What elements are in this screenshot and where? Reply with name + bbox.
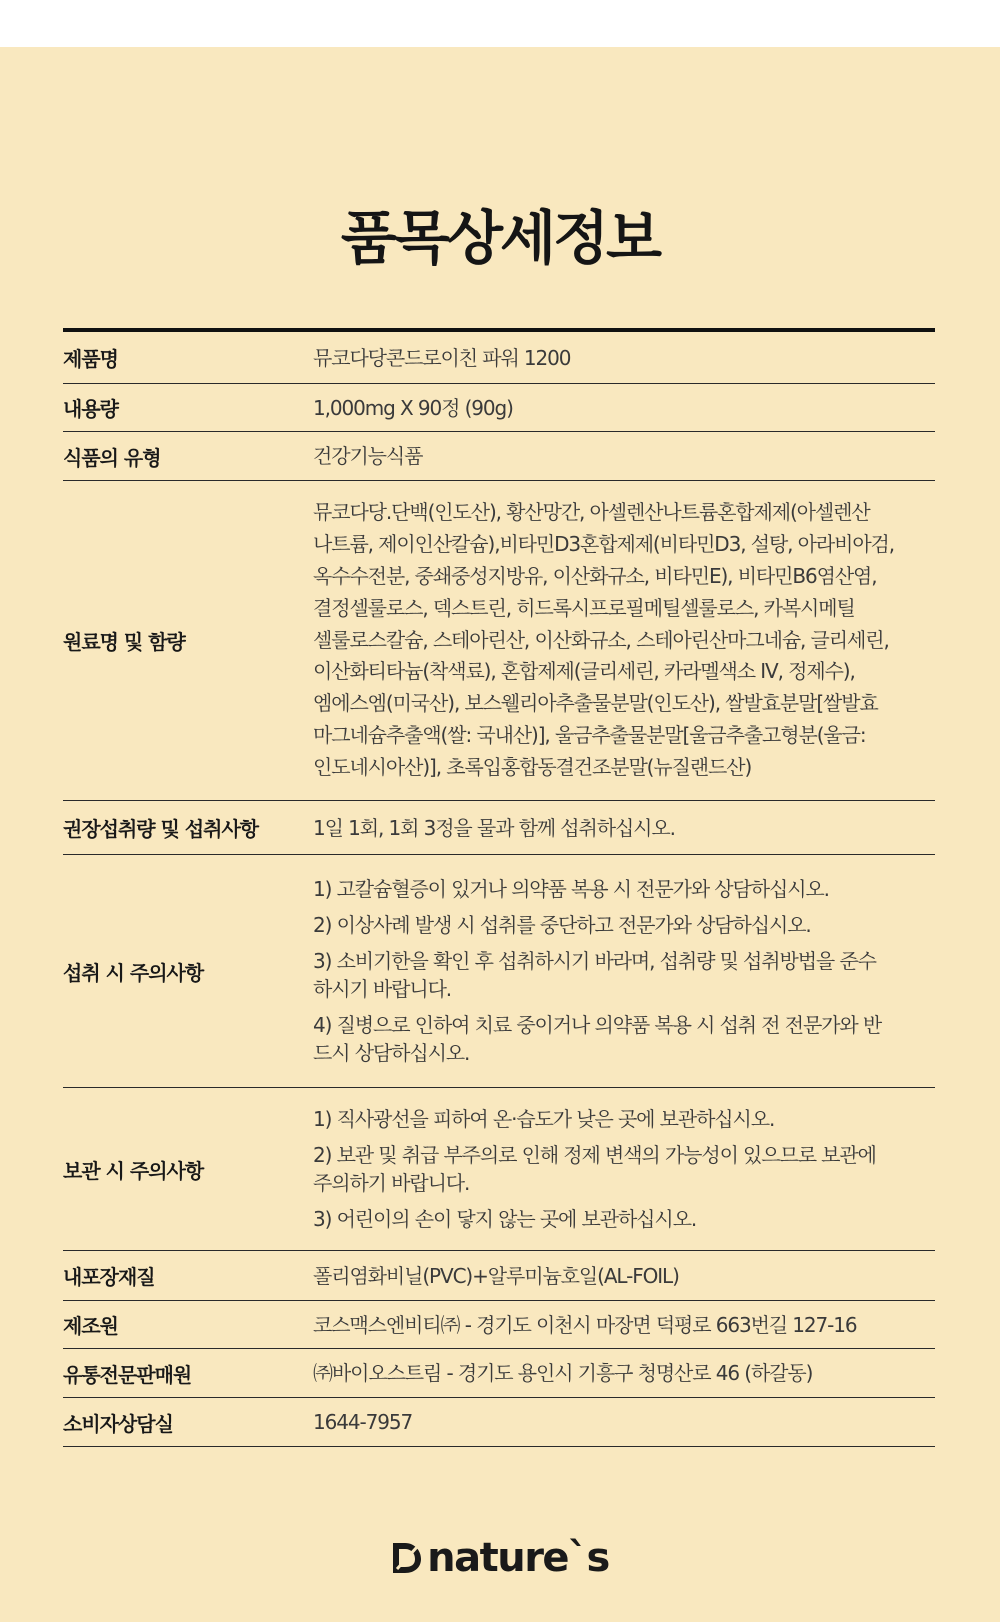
row-ingredients	[63, 481, 935, 801]
row-value: 뮤코다당콘드로이친 파워 1200	[313, 345, 571, 370]
page-title: 품목상세정보	[340, 204, 660, 272]
row-value: 1일 1회, 1회 3정을 물과 함께 섭취하십시오.	[313, 815, 675, 840]
row-storage-cautions	[63, 1088, 935, 1251]
row-label: 내포장재질	[63, 1265, 155, 1289]
ingredients-line: 엠에스엠(미국산), 보스웰리아추출물분말(인도산), 쌀발효분말[쌀발효	[313, 691, 878, 716]
row-value	[313, 875, 935, 1067]
row-value	[313, 1105, 935, 1233]
brand-mark-icon	[391, 1539, 423, 1577]
caution-item: 2) 이상사례 발생 시 섭취를 중단하고 전문가와 상담하십시오.	[313, 913, 811, 937]
row-label: 식품의 유형	[63, 445, 161, 470]
row-label: 제조원	[63, 1314, 118, 1338]
row-distributor	[63, 1349, 935, 1398]
row-label: 섭취 시 주의사항	[63, 960, 204, 985]
row-label: 소비자상담실	[63, 1411, 173, 1436]
top-strip	[0, 0, 1000, 47]
row-value: 코스맥스엔비티㈜ - 경기도 이천시 마장면 덕평로 663번길 127-16	[313, 1312, 857, 1337]
caution-item: 4) 질병으로 인하여 치료 중이거나 의약품 복용 시 섭취 전 전문가와 반드시 상담하십시오.	[313, 1013, 882, 1065]
product-info-table	[63, 328, 935, 1447]
row-value: 폴리염화비닐(PVC)+알루미늄호일(AL-FOIL)	[313, 1263, 679, 1288]
caution-item: 1) 고칼슘혈증이 있거나 의약품 복용 시 전문가와 상담하십시오.	[313, 877, 829, 901]
ingredients-line: 마그네슘추출액(쌀: 국내산)], 울금추출물분말[울금추출고형분(울금:	[313, 722, 866, 747]
row-label: 유통전문판매원	[63, 1362, 192, 1387]
row-label: 원료명 및 함량	[63, 630, 185, 654]
row-value: 건강기능식품	[313, 444, 423, 468]
storage-item: 2) 보관 및 취급 부주의로 인해 정제 변색의 가능성이 있으므로 보관에 주의하기 바랍니다.	[313, 1143, 876, 1195]
row-recommended-intake	[63, 801, 935, 855]
caution-item: 3) 소비기한을 확인 후 섭취하시기 바라며, 섭취량 및 섭취방법을 준수하시기 바랍니다.	[313, 949, 876, 1001]
row-label: 권장섭취량 및 섭취사항	[63, 817, 259, 841]
ingredients-line: 이산화티타늄(착색료), 혼합제제(글리세린, 카라멜색소 IV, 정제수),	[313, 659, 855, 684]
brand-name: nature`s	[427, 1535, 609, 1581]
storage-item: 3) 어린이의 손이 닿지 않는 곳에 보관하십시오.	[313, 1207, 697, 1231]
ingredients-line: 나트륨, 제이인산칼슘),비타민D3혼합제제(비타민D3, 설탕, 아라비아검,	[313, 532, 895, 557]
row-manufacturer	[63, 1301, 935, 1349]
row-capacity	[63, 384, 935, 432]
storage-list	[313, 1105, 935, 1233]
row-label: 내용량	[63, 397, 118, 421]
ingredients-line: 인도네시아산)], 초록입홍합동결건조분말(뉴질랜드산)	[313, 754, 752, 779]
brand-logo	[0, 1536, 1000, 1580]
caution-list	[313, 875, 935, 1067]
ingredients-text	[313, 497, 935, 783]
ingredients-line: 뮤코다당.단백(인도산), 황산망간, 아셀렌산나트륨혼합제제(아셀렌산	[313, 500, 870, 525]
row-value: ㈜바이오스트림 - 경기도 용인시 기흥구 청명산로 46 (하갈동)	[313, 1361, 813, 1385]
row-intake-cautions	[63, 855, 935, 1088]
storage-item: 1) 직사광선을 피하여 온·습도가 낮은 곳에 보관하십시오.	[313, 1107, 775, 1131]
ingredients-line: 셀룰로스칼슘, 스테아린산, 이산화규소, 스테아린산마그네슘, 글리세린,	[313, 627, 889, 652]
row-consumer-center	[63, 1398, 935, 1447]
row-label: 제품명	[63, 347, 118, 371]
row-value: 1,000mg X 90정 (90g)	[313, 395, 513, 420]
row-product-name	[63, 332, 935, 384]
row-packaging	[63, 1251, 935, 1301]
ingredients-line: 옥수수전분, 중쇄중성지방유, 이산화규소, 비타민E), 비타민B6염산염,	[313, 564, 877, 588]
row-value: 1644-7957	[313, 1410, 413, 1434]
ingredients-line: 결정셀룰로스, 덱스트린, 히드록시프로필메틸셀룰로스, 카복시메틸	[313, 595, 855, 620]
row-label: 보관 시 주의사항	[63, 1158, 204, 1183]
row-food-type	[63, 432, 935, 481]
